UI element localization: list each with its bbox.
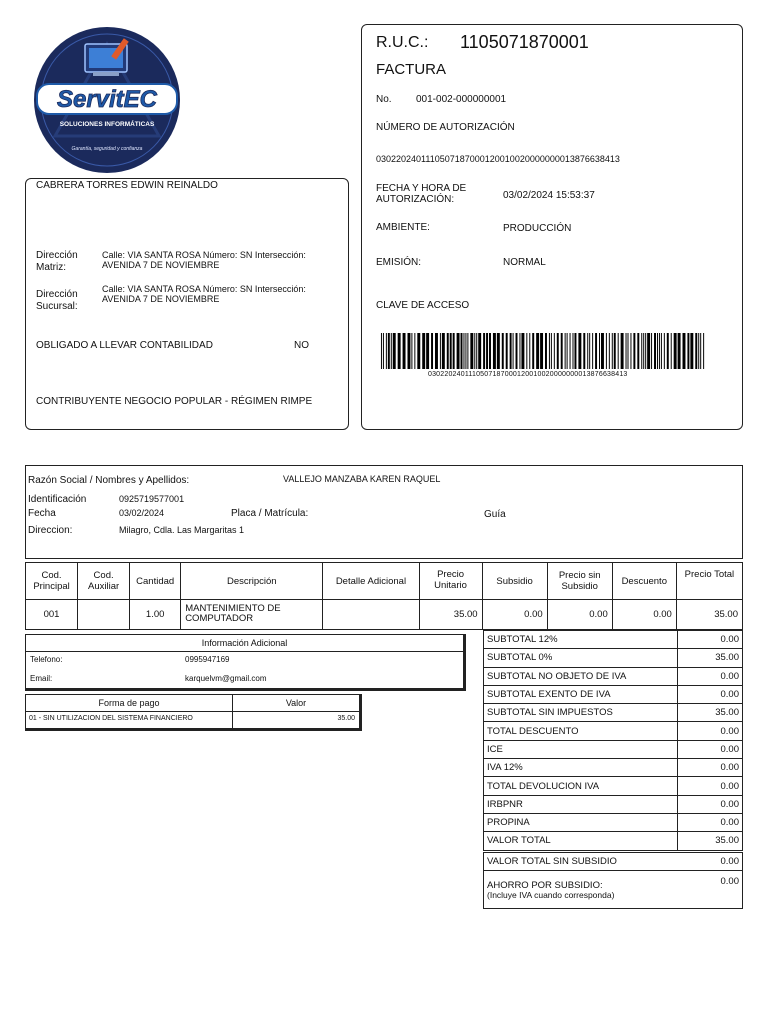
barcode-bar bbox=[540, 333, 543, 369]
barcode-bar bbox=[486, 333, 488, 369]
additional-info-box bbox=[25, 634, 466, 691]
barcode-bar bbox=[536, 333, 539, 369]
cell-subsidy: 0.00 bbox=[482, 600, 547, 630]
barcode-bar bbox=[573, 333, 574, 369]
emission-label: EMISIÓN: bbox=[376, 257, 422, 268]
totals-row-label: VALOR TOTAL bbox=[484, 832, 678, 850]
document-type: FACTURA bbox=[376, 61, 447, 78]
barcode-bar bbox=[422, 333, 425, 369]
totals-row-label: ICE bbox=[484, 740, 678, 758]
totals-table bbox=[483, 630, 743, 851]
totals-row-value: 0.00 bbox=[678, 631, 743, 649]
divider bbox=[26, 711, 359, 712]
subsidy-savings-note: (Incluye IVA cuando corresponda) bbox=[487, 890, 615, 900]
items-header-row bbox=[26, 563, 743, 600]
barcode-bar bbox=[601, 333, 604, 369]
ruc-label: R.U.C.: bbox=[376, 34, 429, 51]
barcode-number: 0302202401110507187000120010020000000013876638413 bbox=[428, 371, 628, 378]
customer-address-label: Direccion: bbox=[28, 525, 73, 536]
col-header-quantity: Cantidad bbox=[130, 563, 181, 600]
barcode-bar bbox=[474, 333, 475, 369]
barcode-bar bbox=[645, 333, 646, 369]
barcode-bar bbox=[519, 333, 520, 369]
barcode-bar bbox=[574, 333, 576, 369]
barcode-bar bbox=[435, 333, 438, 369]
totals-row-label: SUBTOTAL 0% bbox=[484, 649, 678, 667]
totals-row-value: 0.00 bbox=[678, 685, 743, 703]
barcode-bar bbox=[521, 333, 524, 369]
invoice-number-value: 001-002-000000001 bbox=[416, 94, 507, 105]
cell-main-code: 001 bbox=[26, 600, 78, 630]
authorization-label: NÚMERO DE AUTORIZACIÓN bbox=[376, 122, 515, 133]
barcode-bar bbox=[447, 333, 449, 369]
barcode-bar bbox=[398, 333, 401, 369]
barcode-bar bbox=[461, 333, 463, 369]
col-header-total-price: Precio Total bbox=[676, 563, 742, 600]
divider bbox=[232, 695, 233, 728]
barcode-bar bbox=[483, 333, 485, 369]
totals-row-value: 35.00 bbox=[678, 704, 743, 722]
barcode-bar bbox=[493, 333, 496, 369]
customer-date-value: 03/02/2024 bbox=[119, 508, 165, 518]
totals-row bbox=[484, 722, 743, 740]
col-header-description: Descripción bbox=[181, 563, 323, 600]
barcode-bar bbox=[595, 333, 597, 369]
plate-label: Placa / Matrícula: bbox=[231, 508, 309, 519]
payment-box bbox=[25, 694, 362, 731]
barcode-bar bbox=[502, 333, 504, 369]
totals-row-label: PROPINA bbox=[484, 813, 678, 831]
invoice-number-label: No. bbox=[376, 94, 392, 105]
payment-amount-value: 35.00 bbox=[337, 715, 355, 722]
barcode-bar bbox=[476, 333, 477, 369]
subsidy-savings-value: 0.00 bbox=[720, 876, 739, 887]
total-without-subsidy-value: 0.00 bbox=[720, 856, 739, 867]
accounting-obligation-label: OBLIGADO A LLEVAR CONTABILIDAD bbox=[36, 340, 213, 351]
auth-datetime-value: 03/02/2024 15:53:37 bbox=[503, 190, 595, 201]
barcode-bar bbox=[403, 333, 406, 369]
barcode-bar bbox=[554, 333, 555, 369]
phone-value: 0995947169 bbox=[185, 655, 230, 664]
barcode-bar bbox=[557, 333, 559, 369]
totals-row bbox=[484, 631, 743, 649]
barcode-bar bbox=[551, 333, 552, 369]
barcode-bar bbox=[654, 333, 656, 369]
barcode-bar bbox=[567, 333, 568, 369]
totals-row-label: IVA 12% bbox=[484, 759, 678, 777]
barcode-bar bbox=[506, 333, 508, 369]
barcode-bar bbox=[695, 333, 697, 369]
col-header-additional-detail: Detalle Adicional bbox=[323, 563, 419, 600]
customer-name-value: VALLEJO MANZABA KAREN RAQUEL bbox=[283, 474, 441, 484]
cell-unit-price: 35.00 bbox=[419, 600, 482, 630]
barcode-bar bbox=[549, 333, 550, 369]
barcode-bar bbox=[388, 333, 390, 369]
barcode-bar bbox=[478, 333, 481, 369]
col-header-price-no-subsidy: Precio sin Subsidio bbox=[547, 563, 612, 600]
totals-row-value: 35.00 bbox=[678, 649, 743, 667]
barcode-bar bbox=[565, 333, 566, 369]
barcode-bar bbox=[674, 333, 677, 369]
branch-address-value: Calle: VIA SANTA ROSA Número: SN Intersección: AVENIDA 7 DE NOVIEMBRE bbox=[102, 284, 306, 304]
barcode-bar bbox=[440, 333, 441, 369]
barcode-bar bbox=[545, 333, 547, 369]
barcode-bar bbox=[414, 333, 415, 369]
access-key-label: CLAVE DE ACCESO bbox=[376, 300, 470, 311]
totals-row bbox=[484, 740, 743, 758]
barcode-bar bbox=[489, 333, 491, 369]
totals-row-value: 0.00 bbox=[678, 777, 743, 795]
barcode-bar bbox=[609, 333, 610, 369]
logo-slogan: Garantía, seguridad y confianza bbox=[71, 146, 143, 152]
barcode-bar bbox=[667, 333, 669, 369]
cell-aux-code bbox=[78, 600, 130, 630]
totals-row bbox=[484, 795, 743, 813]
main-address-value: Calle: VIA SANTA ROSA Número: SN Intersección: AVENIDA 7 DE NOVIEMBRE bbox=[102, 250, 306, 270]
cell-discount: 0.00 bbox=[612, 600, 676, 630]
barcode-bar bbox=[641, 333, 642, 369]
barcode-bar bbox=[510, 333, 512, 369]
email-label: Email: bbox=[30, 674, 53, 683]
totals-row bbox=[484, 649, 743, 667]
totals-row bbox=[484, 667, 743, 685]
guide-label: Guía bbox=[484, 509, 506, 520]
barcode-bar bbox=[463, 333, 464, 369]
ruc-value: 1105071870001 bbox=[460, 32, 589, 52]
logo-brand-text: ServitEC bbox=[56, 86, 158, 113]
tax-regime: CONTRIBUYENTE NEGOCIO POPULAR - RÉGIMEN RIMPE bbox=[36, 396, 313, 407]
barcode-bar bbox=[671, 333, 672, 369]
accounting-obligation-value: NO bbox=[294, 340, 309, 351]
payment-value-header: Valor bbox=[285, 698, 307, 708]
barcode-bar bbox=[583, 333, 585, 369]
environment-value: PRODUCCIÓN bbox=[503, 223, 572, 234]
barcode-bar bbox=[589, 333, 590, 369]
divider bbox=[26, 651, 463, 652]
divider bbox=[484, 870, 742, 871]
barcode-bar bbox=[599, 333, 600, 369]
customer-id-value: 0925719577001 bbox=[119, 494, 185, 504]
totals-row-label: TOTAL DEVOLUCION IVA bbox=[484, 777, 678, 795]
barcode-bar bbox=[618, 333, 619, 369]
customer-id-label: Identificación bbox=[28, 494, 87, 505]
barcode-bar bbox=[647, 333, 650, 369]
barcode-bar bbox=[690, 333, 693, 369]
barcode-bar bbox=[621, 333, 624, 369]
cell-total-price: 35.00 bbox=[676, 600, 742, 630]
barcode-bar bbox=[633, 333, 635, 369]
barcode-bar bbox=[678, 333, 681, 369]
barcode-bar bbox=[386, 333, 387, 369]
table-row bbox=[26, 600, 743, 630]
barcode-bar bbox=[626, 333, 627, 369]
barcode-bar bbox=[411, 333, 412, 369]
barcode-bar bbox=[612, 333, 613, 369]
barcode-bar bbox=[497, 333, 500, 369]
barcode-bar bbox=[703, 333, 704, 369]
phone-label: Telefono: bbox=[30, 655, 63, 664]
barcode-bar bbox=[516, 333, 518, 369]
totals-row-label: SUBTOTAL 12% bbox=[484, 631, 678, 649]
totals-row-value: 0.00 bbox=[678, 759, 743, 777]
totals-row-value: 0.00 bbox=[678, 740, 743, 758]
barcode-bar bbox=[453, 333, 455, 369]
barcode-bar bbox=[470, 333, 473, 369]
environment-label: AMBIENTE: bbox=[376, 222, 430, 233]
barcode-bar bbox=[513, 333, 514, 369]
barcode-bar bbox=[457, 333, 460, 369]
barcode-bar bbox=[532, 333, 534, 369]
barcode-bar bbox=[467, 333, 468, 369]
customer-address-value: Milagro, Cdla. Las Margaritas 1 bbox=[119, 525, 245, 535]
totals-row bbox=[484, 685, 743, 703]
access-key-barcode bbox=[379, 333, 711, 371]
cell-quantity: 1.00 bbox=[130, 600, 181, 630]
barcode-bar bbox=[587, 333, 588, 369]
totals-row-label: TOTAL DESCUENTO bbox=[484, 722, 678, 740]
barcode-bar bbox=[637, 333, 639, 369]
totals-row-value: 0.00 bbox=[678, 722, 743, 740]
barcode-bar bbox=[643, 333, 644, 369]
totals-row bbox=[484, 704, 743, 722]
barcode-bar bbox=[465, 333, 466, 369]
barcode-bar bbox=[657, 333, 658, 369]
cell-price-no-subsidy: 0.00 bbox=[547, 600, 612, 630]
barcode-bar bbox=[628, 333, 629, 369]
barcode-bar bbox=[450, 333, 452, 369]
col-header-aux-code: Cod. Auxiliar bbox=[78, 563, 130, 600]
totals-row-value: 0.00 bbox=[678, 795, 743, 813]
barcode-bar bbox=[407, 333, 410, 369]
barcode-bar bbox=[700, 333, 701, 369]
barcode-bar bbox=[664, 333, 665, 369]
barcode-bar bbox=[442, 333, 445, 369]
barcode-bar bbox=[659, 333, 660, 369]
subsidy-box bbox=[483, 852, 743, 909]
main-address-label: Dirección Matriz: bbox=[36, 250, 78, 273]
totals-row-label: IRBPNR bbox=[484, 795, 678, 813]
customer-date-label: Fecha bbox=[28, 508, 56, 519]
payment-method-value: 01 - SIN UTILIZACION DEL SISTEMA FINANCIERO bbox=[29, 715, 193, 722]
barcode-bar bbox=[661, 333, 662, 369]
totals-row bbox=[484, 813, 743, 831]
barcode-bar bbox=[630, 333, 631, 369]
col-header-subsidy: Subsidio bbox=[482, 563, 547, 600]
barcode-bar bbox=[383, 333, 384, 369]
col-header-unit-price: Precio Unitario bbox=[419, 563, 482, 600]
barcode-bar bbox=[417, 333, 420, 369]
auth-datetime-label: FECHA Y HORA DE AUTORIZACIÓN: bbox=[376, 183, 467, 205]
total-without-subsidy-label: VALOR TOTAL SIN SUBSIDIO bbox=[487, 856, 617, 867]
col-header-main-code: Cod. Principal bbox=[26, 563, 78, 600]
barcode-bar bbox=[687, 333, 689, 369]
issuer-box bbox=[25, 178, 349, 430]
barcode-bar bbox=[606, 333, 607, 369]
totals-row-value: 0.00 bbox=[678, 813, 743, 831]
emission-value: NORMAL bbox=[503, 257, 546, 268]
barcode-bar bbox=[614, 333, 616, 369]
payment-method-header: Forma de pago bbox=[98, 698, 160, 708]
barcode-bar bbox=[570, 333, 571, 369]
barcode-bar bbox=[381, 333, 382, 369]
branch-address-label: Dirección Sucursal: bbox=[36, 289, 78, 312]
barcode-bar bbox=[578, 333, 581, 369]
totals-row-value: 0.00 bbox=[678, 667, 743, 685]
cell-description: MANTENIMIENTO DE COMPUTADOR bbox=[181, 600, 323, 630]
totals-row bbox=[484, 777, 743, 795]
col-header-discount: Descuento bbox=[612, 563, 676, 600]
totals-row-label: SUBTOTAL NO OBJETO DE IVA bbox=[484, 667, 678, 685]
invoice-header-box bbox=[361, 24, 743, 430]
additional-info-title: Información Adicional bbox=[201, 638, 288, 648]
servitec-logo-graphic bbox=[29, 26, 185, 174]
totals-row bbox=[484, 832, 743, 850]
barcode-bar bbox=[431, 333, 433, 369]
customer-name-label: Razón Social / Nombres y Apellidos: bbox=[28, 475, 190, 486]
barcode-bar bbox=[592, 333, 593, 369]
barcode-bar bbox=[698, 333, 699, 369]
email-value: karquelvm@gmail.com bbox=[185, 674, 267, 683]
totals-row-label: SUBTOTAL SIN IMPUESTOS bbox=[484, 704, 678, 722]
totals-row-value: 35.00 bbox=[678, 832, 743, 850]
barcode-bar bbox=[683, 333, 686, 369]
subsidy-savings-label: AHORRO POR SUBSIDIO: bbox=[487, 880, 603, 891]
logo-tagline: SOLUCIONES INFORMÁTICAS bbox=[59, 121, 155, 128]
company-logo bbox=[29, 26, 185, 174]
barcode-bar bbox=[561, 333, 563, 369]
totals-row-label: SUBTOTAL EXENTO DE IVA bbox=[484, 685, 678, 703]
issuer-name: CABRERA TORRES EDWIN REINALDO bbox=[36, 180, 218, 191]
barcode-bar bbox=[393, 333, 396, 369]
barcode-bar bbox=[426, 333, 429, 369]
barcode-bar bbox=[529, 333, 530, 369]
customer-box bbox=[25, 465, 743, 559]
items-table bbox=[25, 562, 743, 630]
barcode-bar bbox=[391, 333, 392, 369]
barcode-bar bbox=[526, 333, 527, 369]
barcode-bar bbox=[651, 333, 652, 369]
cell-additional-detail bbox=[323, 600, 419, 630]
authorization-number: 0302202401110507187000120010020000000013876638413 bbox=[376, 154, 620, 164]
totals-row bbox=[484, 759, 743, 777]
